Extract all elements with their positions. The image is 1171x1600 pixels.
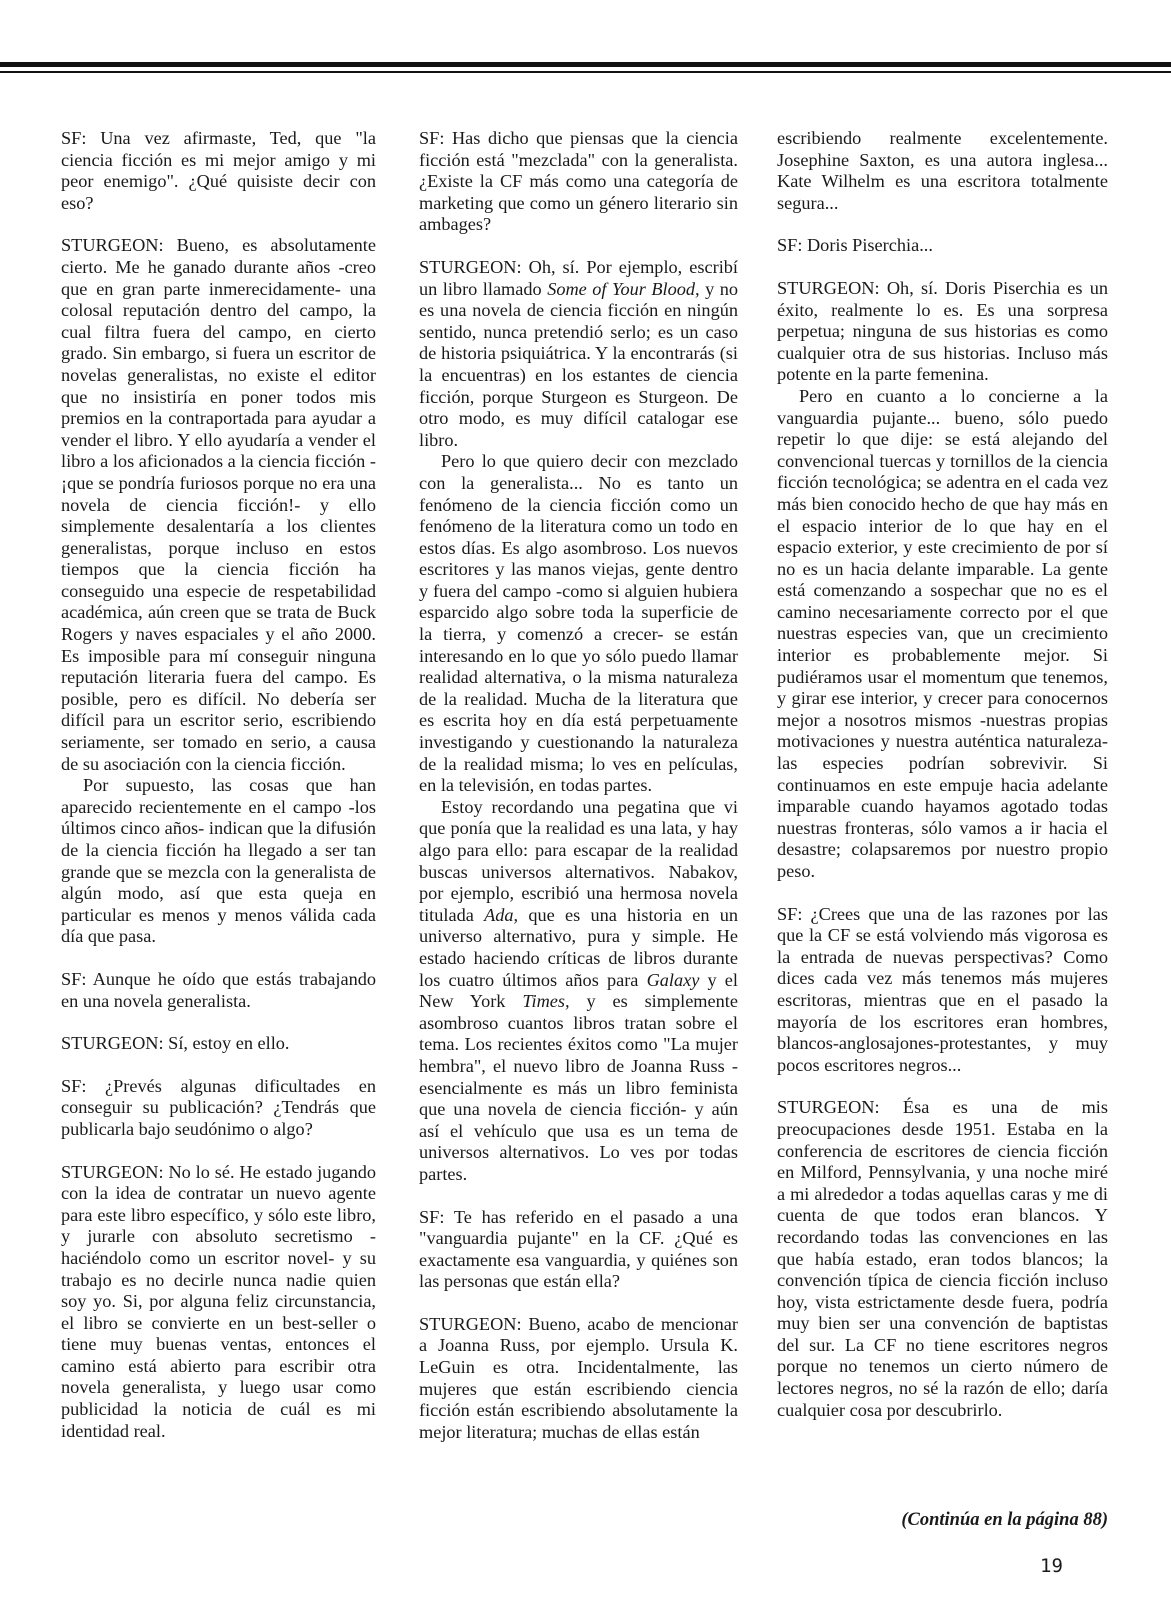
- text-run: que es una historia en un universo alternativo, pura y simple. He estado haciendo críticas de libros durante los cuatro últimos años para: [419, 904, 738, 990]
- paragraph: escribiendo realmente excelentemente. Josephine Saxton, es una autora inglesa... Kate Wilhelm es una escritora totalmente segura...: [777, 128, 1108, 213]
- paragraph: [419, 257, 738, 451]
- paragraph: STURGEON: Bueno, acabo de mencionar a Joanna Russ, por ejemplo. Ursula K. LeGuin es otra. Incidentalmente, las mujeres que están escribiendo ciencia ficción están escribiendo absolutamente la mejor literatura; muchas de ellas están: [419, 1313, 738, 1442]
- paragraph: SF: Doris Piserchia...: [777, 235, 933, 256]
- book-title: Some of Your Blood,: [547, 278, 700, 299]
- paragraph: STURGEON: Bueno, es absolutamente cierto. Me he ganado durante años -creo que en gran parte inmerecidamente- una colosal reputación dentro del campo, la cual filtra fuera del campo, en cierto grado. Sin embargo, si fuera un escritor de novelas generalistas, no existe el editor que no insistiría en poner todos mis premios en la contraportada para ayudar a vender el libro. Y ello ayudaría a vender el libro a los aficionados a la ciencia ficción -¡que se pondría furiosos porque no era una novela de ciencia ficción!- y ello simplemente desalentaría a los clientes generalistas, porque incluso en estos tiempos que la ciencia ficción ha conseguido una especie de respetabilidad académica, aún creen que se trata de Buck Rogers y naves espaciales y el año 2000. Es imposible para mí conseguir ninguna reputación literaria fuera del campo. Es posible, pero es difícil. No debería ser difícil para un escritor serio, escribiendo seriamente, ser tomado en serio, a causa de su asociación con la ciencia ficción.: [61, 235, 376, 774]
- column-3: [777, 128, 1108, 1421]
- column-1: [61, 128, 376, 1442]
- paragraph: STURGEON: No lo sé. He estado jugando con la idea de contratar un nuevo agente para este libro específico, y sólo este libro, y jurarle con absoluto secretismo -haciéndolo como un escritor novel- y su trabajo es no decirle nunca nadie quien soy yo. Si, por alguna feliz circunstancia, el libro se convierte en un best-seller o tiene muy buenas ventas, entonces el camino está abierto para escribir otra novela generalista, y luego usar como publicidad la noticia de cuál es mi identidad real.: [61, 1161, 376, 1441]
- paragraph: [419, 797, 738, 1186]
- paragraph: SF: Has dicho que piensas que la ciencia ficción está "mezclada" con la generalista. ¿Existe la CF más como una categoría de marketing que como un género literario sin ambages?: [419, 128, 738, 235]
- continued-note: (Continúa en la página 88): [901, 1510, 1108, 1530]
- paragraph: SF: Te has referido en el pasado a una "vanguardia pujante" en la CF. ¿Qué es exactamente esa vanguardia, y quiénes son las personas que están ella?: [419, 1206, 738, 1292]
- paragraph: SF: Una vez afirmaste, Ted, que "la ciencia ficción es mi mejor amigo y mi peor enemigo". ¿Qué quisiste decir con eso?: [61, 128, 376, 213]
- paragraph: STURGEON: Sí, estoy en ello.: [61, 1033, 290, 1054]
- paragraph: SF: ¿Crees que una de las razones por las que la CF se está volviendo más vigorosa es la entrada de nuevas perspectivas? Como dices cada vez más tenemos más mujeres escritoras, mientras que en el pasado la mayoría de los escritores eran hombres, blancos-anglosajones-protestantes, y muy pocos escritores negros...: [777, 903, 1108, 1075]
- paragraph: STURGEON: Oh, sí. Doris Piserchia es un éxito, realmente lo es. Es una sorpresa perpetua; ninguna de sus historias es como cualquier otra de sus historias. Incluso más potente en la parte femenina.: [777, 277, 1108, 385]
- paragraph: Pero lo que quiero decir con mezclado con la generalista... No es tanto un fenómeno de la ciencia ficción como un fenómeno de la literatura como un todo en estos días. Es algo asombroso. Los nuevos escritores y las manos viejas, gente dentro y fuera del campo -como si alguien hubiera esparcido algo sobre toda la superficie de la tierra, y comenzó a crecer- se están interesando en lo que yo sólo puedo llamar realidad alternativa, o la misma naturaleza de la realidad. Mucha de la literatura que es escrita hoy en día está perpetuamente investigando y cuestionando la naturaleza de la realidad misma; lo ves en películas, en la televisión, en todas partes.: [419, 451, 738, 796]
- column-2: [419, 128, 738, 1443]
- paragraph: SF: ¿Prevés algunas dificultades en conseguir su publicación? ¿Tendrás que publicarla bajo seudónimo o algo?: [61, 1075, 376, 1139]
- book-title: Ada,: [484, 904, 519, 925]
- text-run: Estoy recordando una pegatina que vi que ponía que la realidad es una lata, y hay algo para ello: para escapar de la realidad buscas universos alternativos. Nabakov, por ejemplo, escribió una hermosa novela titulada: [419, 796, 738, 925]
- newspaper-title: Times,: [522, 991, 570, 1012]
- paragraph: Por supuesto, las cosas que han aparecido recientemente en el campo -los últimos cinco años- indican que la difusión de la ciencia ficción ha llegado a ser tan grande que se mezcla con la generalista de algún modo, así que esta queja en particular es menos y menos válida cada día que pasa.: [61, 775, 376, 947]
- paragraph: SF: Aunque he oído que estás trabajando en una novela generalista.: [61, 968, 376, 1011]
- magazine-title: Galaxy: [646, 969, 700, 990]
- header-rule-thick: [0, 62, 1171, 67]
- paragraph: STURGEON: Ésa es una de mis preocupaciones desde 1951. Estaba en la conferencia de escritores de ciencia ficción en Milford, Pennsylvania, y una noche miré a mi alrededor a todas aquellas caras y me di cuenta de que todos eran blancos. Y recordando todas las convenciones en las que había estado, eran todos blancos; la convención típica de ciencia ficción incluso hoy, vista estrictamente desde fuera, podría muy bien ser una convención de baptistas del sur. La CF no tiene escritores negros porque no tenemos un cierto número de lectores negros, no sé la razón de ello; daría cualquier cosa por descubrirlo.: [777, 1097, 1108, 1420]
- page-number: 19: [1040, 1555, 1063, 1577]
- text-run: STURGEON: Oh, sí. Por ejemplo, escribí un libro llamado: [419, 256, 738, 299]
- header-rule-thin: [0, 71, 1171, 73]
- paragraph: Pero en cuanto a lo concierne a la vanguardia pujante... bueno, sólo puedo repetir lo que dije: se está alejando del convencional tuercas y tornillos de la ciencia ficción tecnológica; se adentra en el cada vez más bien conocido hecho de que hay más en el espacio interior de lo que hay en el espacio exterior, y este crecimiento de por sí no es un hacia delante imparable. La gente está comenzando a sospechar que no es el camino necesariamente correcto por el que nuestras especies van, que un crecimiento interior es probablemente mejor. Si pudiéramos usar el momentum que tenemos, y girar ese interior, y crecer para conocernos mejor a nosotros mismos -nuestras propias motivaciones y nuestra auténtica naturaleza- las especies podrían sobrevivir. Si continuamos en este empuje hacia adelante imparable cuando hayamos agotado todas nuestras fronteras, sólo vamos a ir hacia el desastre; colapsaremos por nuestro propio peso.: [777, 385, 1108, 881]
- text-run: y es simplemente asombroso cuantos libros tratan sobre el tema. Los recientes éxitos como "La mujer hembra", el nuevo libro de Joanna Russ -esencialmente es más un libro feminista que una novela de ciencia ficción- y aún así el vehículo que usa es un tema de universos alternativos. Lo ves por todas partes.: [419, 991, 738, 1184]
- text-run: y no es una novela de ciencia ficción en ningún sentido, nunca pretendió serlo; es un caso de historia psiquiátrica. Y la encontrarás (si la encuentras) en los estantes de ciencia ficción, porque Sturgeon es Sturgeon. De otro modo, es muy difícil catalogar ese libro.: [419, 278, 739, 450]
- text-run: y el New York: [419, 969, 738, 1012]
